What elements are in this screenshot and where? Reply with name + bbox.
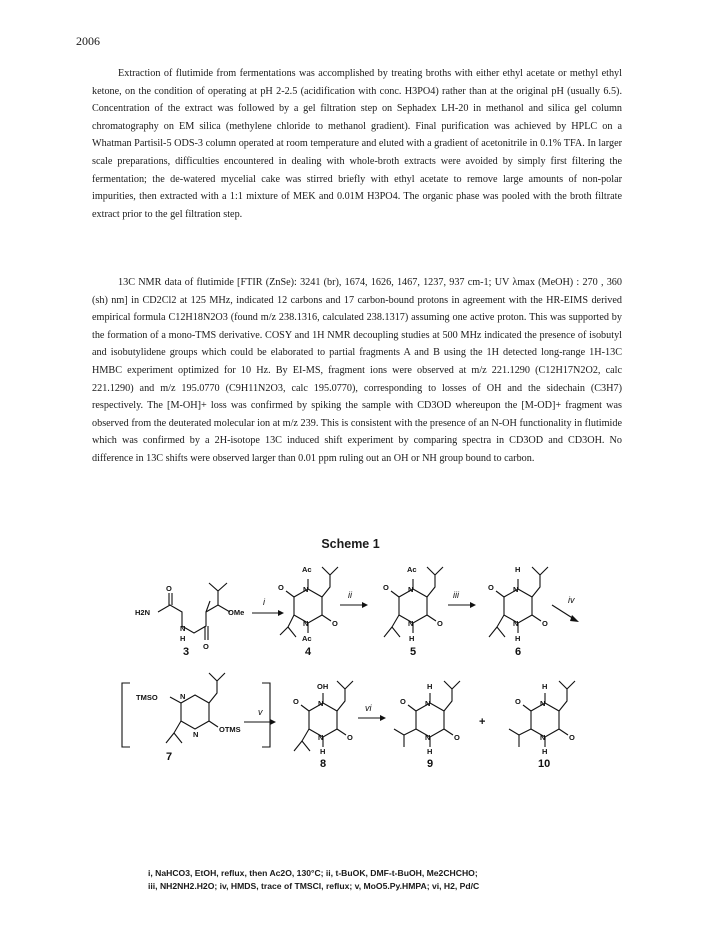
- atom-tmso: TMSO: [136, 693, 158, 702]
- step-label-iv: iv: [568, 595, 575, 605]
- atom-o: O: [332, 619, 338, 628]
- atom-n: N: [318, 699, 324, 708]
- atom-n: N: [513, 585, 519, 594]
- structure-6: [488, 565, 548, 643]
- atom-o: O: [400, 697, 406, 706]
- paragraph-nmr: [92, 274, 622, 468]
- scheme-conditions: [148, 867, 608, 892]
- atom-n: N: [513, 619, 519, 628]
- atom-o: O: [488, 583, 494, 592]
- compound-label-7: 7: [166, 751, 173, 763]
- structure-5: [383, 565, 443, 643]
- atom-h: H: [320, 747, 326, 756]
- atom-h: H: [542, 682, 548, 691]
- step-label-ii: ii: [348, 590, 352, 600]
- atom-n: N: [303, 585, 309, 594]
- atom-h: H: [515, 565, 521, 574]
- atom-h: H: [515, 634, 521, 643]
- atom-h: H: [427, 682, 433, 691]
- plus-sign: +: [479, 716, 486, 728]
- atom-o: O: [437, 619, 443, 628]
- compound-label-5: 5: [410, 646, 417, 658]
- compound-label-4: 4: [305, 646, 312, 658]
- step-label-iii: iii: [453, 590, 459, 600]
- atom-ac: Ac: [407, 565, 417, 574]
- atom-ome: OMe: [228, 608, 245, 617]
- reaction-scheme: [0, 555, 701, 865]
- atom-o: O: [278, 583, 284, 592]
- atom-o: O: [203, 642, 209, 651]
- atom-ac: Ac: [302, 565, 312, 574]
- step-label-i: i: [263, 597, 265, 607]
- structure-4: [278, 565, 338, 643]
- atom-o: O: [454, 733, 460, 742]
- atom-n: N: [408, 585, 414, 594]
- conditions-line: iii, NH2NH2.H2O; iv, HMDS, trace of TMSCl, reflux; v, MoO5.Py.HMPA; vi, H2, Pd/C: [148, 880, 480, 891]
- atom-o: O: [293, 697, 299, 706]
- conditions-line: i, NaHCO3, EtOH, reflux, then Ac2O, 130°C; ii, t-BuOK, DMF-t-BuOH, Me2CHCHO;: [148, 868, 478, 878]
- paragraph-extraction-text: Extraction of flutimide from fermentations was accomplished by treating broths with either ethyl acetate or methyl ethyl ketone, on the condition of operating at pH 2-2.5 (acidification with conc. H3PO4) rather than at the original pH (usually 6.5). Concentration of the extract was followed by a gel filtration step on Sephadex LH-20 in methanol and silica gel column chromatography on EM silica (methylene chloride to methanol gradient). Final purification was achieved by HPLC on a Whatman Partisil-5 ODS-3 column operated at room temperature and eluted with a gradient of acetonitrile in 0.1% TFA. In larger scale preparations, difficulties encountered in dealing with whole-broth extracts were avoided by simply first filtering the fermentation; the de-watered mycelial cake was stirred briefly with ethyl acetate to remove large amounts of non-polar impurities, then extracted with a 1:1 mixture of MEK and 0.01M H3PO4. The organic phase was pooled with the broth filtrate extract prior to the gel filtration step.: [92, 68, 622, 220]
- atom-n: N: [540, 699, 546, 708]
- atom-o: O: [383, 583, 389, 592]
- atom-oh: OH: [317, 682, 329, 691]
- atom-n: N: [425, 733, 431, 742]
- scheme-title: Scheme 1: [321, 537, 380, 551]
- atom-o: O: [347, 733, 353, 742]
- paragraph-extraction: [92, 65, 622, 223]
- page-number: 2006: [76, 34, 100, 48]
- paragraph-nmr-text: 13C NMR data of flutimide [FTIR (ZnSe): 3241 (br), 1674, 1626, 1467, 1237, 937 cm-1; UV λmax (MeOH) : 270 , 360 (sh) nm] in CD2Cl2 at 125 MHz, indicated 12 carbons and 17 carbon-bound protons in agreement with the HR-EIMS derived empirical formula C12H18N2O3 (found m/z 238.1316, calculated 238.1317) assuming one active proton. This was supported by the formation of a mono-TMS derivative. COSY and 1H NMR decoupling studies at 500 MHz indicated the presence of isobutyl and isobutylidene groups which could be elaborated to partial fragments A and B using the 1H detected long-range 1H-13C HMBC experiment optimized for 10 Hz. By EI-MS, fragment ions were observed at m/z 221.1290 (C12H17N2O2, calc 221.1290) and m/z 195.0770 (C9H11N2O3, calc 195.0770), corresponding to losses of OH and the sidechain (C3H7) respectively. The [M-OH]+ loss was confirmed by spiking the sample with CD3OD whereupon the [M-OD]+ fragment was observed from the deuterated molecular ion at m/z 239. This is consistent with the presence of an N-OH functionality in flutimide which was confirmed by a 2H-isotope 13C induced shift experiment by comparing spectra in CD3OD and CD3OH. No difference in 13C shifts were observed larger than 0.01 ppm ruling out an OH or NH group bound to carbon.: [92, 277, 622, 464]
- structure-8: [293, 681, 353, 756]
- atom-h2n: H2N: [135, 608, 151, 617]
- step-label-v: v: [258, 707, 263, 717]
- atom-n: N: [540, 733, 546, 742]
- step-label-vi: vi: [365, 703, 372, 713]
- atom-n: N: [318, 733, 324, 742]
- atom-ac: Ac: [302, 634, 312, 643]
- compound-label-6: 6: [515, 646, 522, 658]
- atom-h: H: [427, 747, 433, 756]
- atom-n: N: [303, 619, 309, 628]
- compound-label-3: 3: [183, 646, 190, 658]
- atom-n: N: [180, 624, 186, 633]
- compound-label-8: 8: [320, 758, 327, 770]
- atom-n: N: [425, 699, 431, 708]
- compound-label-9: 9: [427, 758, 434, 770]
- structure-3: [135, 583, 244, 651]
- atom-n: N: [193, 730, 199, 739]
- atom-o: O: [166, 584, 172, 593]
- atom-n: N: [180, 692, 186, 701]
- atom-o: O: [569, 733, 575, 742]
- compound-label-10: 10: [538, 758, 551, 770]
- atom-o: O: [515, 697, 521, 706]
- structure-7: [136, 673, 241, 743]
- structure-9: [394, 681, 460, 756]
- atom-h: H: [180, 634, 186, 643]
- atom-h: H: [542, 747, 548, 756]
- atom-o: O: [542, 619, 548, 628]
- atom-otms: OTMS: [219, 725, 241, 734]
- atom-h: H: [409, 634, 415, 643]
- structure-10: [509, 681, 575, 756]
- atom-n: N: [408, 619, 414, 628]
